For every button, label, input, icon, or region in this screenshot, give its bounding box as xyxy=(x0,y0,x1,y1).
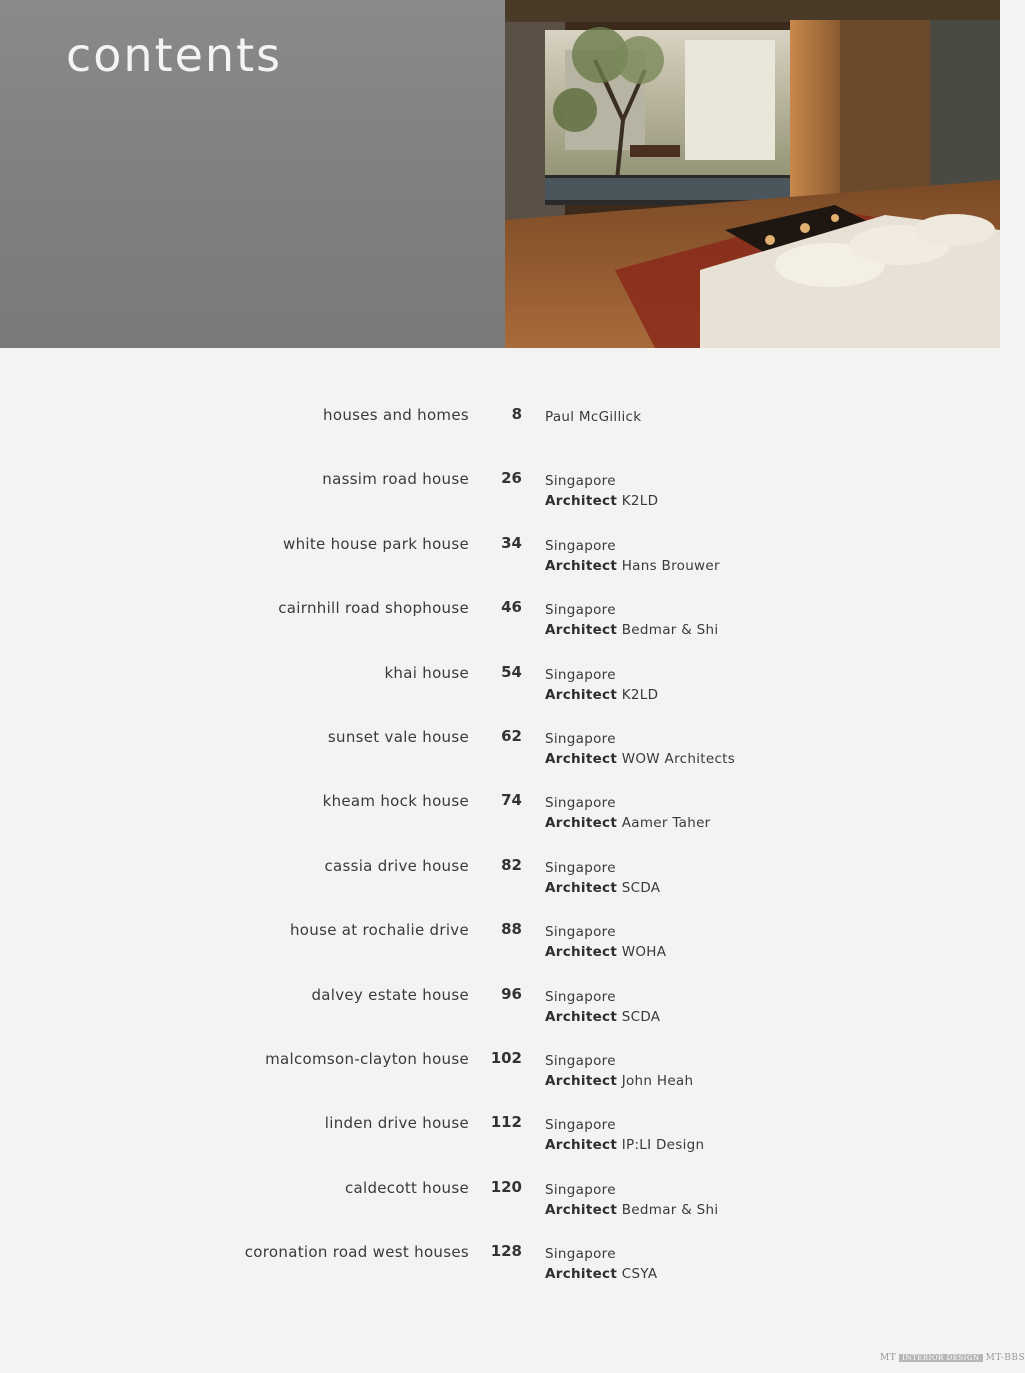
architect-label: Architect xyxy=(545,1137,618,1154)
toc-entry-details xyxy=(545,1180,718,1220)
toc-entry-details xyxy=(545,407,641,427)
toc-entry-title: houses and homes xyxy=(323,406,469,424)
toc-entry-details xyxy=(545,793,711,833)
toc-entry-title: caldecott house xyxy=(344,1178,469,1197)
architect-name: John Heah xyxy=(621,1072,694,1089)
architect-label: Architect xyxy=(545,815,618,832)
toc-entry-architect-line xyxy=(545,1071,693,1091)
watermark-left: MT xyxy=(880,1353,897,1363)
toc-entry-details xyxy=(545,987,660,1027)
toc-entry xyxy=(0,533,1000,597)
toc-entry-details xyxy=(545,471,658,511)
toc-entry-title: khai house xyxy=(384,663,469,682)
toc-entry-architect-line xyxy=(545,556,720,576)
architect-label: Architect xyxy=(545,1072,618,1089)
toc-entry-architect-line xyxy=(545,620,718,640)
toc-entry-page-number: 128 xyxy=(490,1242,522,1261)
toc-entry-architect-line xyxy=(545,1200,718,1220)
toc-entry xyxy=(0,1241,1000,1305)
architect-label: Architect xyxy=(545,1008,618,1025)
toc-entry-details xyxy=(545,1115,704,1155)
toc-entry-title: sunset vale house xyxy=(327,727,469,746)
architect-name: IP:LI Design xyxy=(621,1137,705,1154)
architect-label: Architect xyxy=(545,1201,618,1218)
toc-entry-page-number: 88 xyxy=(501,920,522,939)
toc-entry-details xyxy=(545,922,666,962)
toc-entry-location: Singapore xyxy=(545,666,616,683)
toc-entry-page-number: 54 xyxy=(501,662,522,681)
toc-entry-location: Paul McGillick xyxy=(545,409,642,425)
toc-entry-title: cassia drive house xyxy=(324,856,469,875)
toc-entry-architect-line xyxy=(545,878,660,898)
toc-entry xyxy=(0,1112,1000,1176)
toc-entry-location: Singapore xyxy=(545,1181,616,1198)
architect-label: Architect xyxy=(545,686,618,703)
architect-label: Architect xyxy=(545,493,618,510)
toc-entry-page-number: 46 xyxy=(501,598,522,617)
toc-entry-title: kheam hock house xyxy=(322,792,469,811)
architect-label: Architect xyxy=(545,557,618,574)
toc-entry-details xyxy=(545,1244,657,1284)
toc-entry xyxy=(0,919,1000,983)
architect-label: Architect xyxy=(545,750,618,767)
toc-entry-title: coronation road west houses xyxy=(244,1243,469,1262)
watermark xyxy=(880,1353,1025,1363)
architect-name: Bedmar & Shi xyxy=(621,622,719,639)
toc-entry-title: nassim road house xyxy=(322,470,469,489)
architect-name: CSYA xyxy=(621,1266,658,1283)
toc-entry-architect-line xyxy=(545,942,666,962)
toc-entry xyxy=(0,984,1000,1048)
title-panel xyxy=(0,0,505,348)
toc-entry xyxy=(0,790,1000,854)
toc-entry-page-number: 34 xyxy=(501,533,522,552)
toc-entry-location: Singapore xyxy=(545,473,616,490)
toc-entry-details xyxy=(545,536,720,576)
architect-name: Bedmar & Shi xyxy=(621,1201,719,1218)
architect-name: WOHA xyxy=(621,944,667,961)
toc-entry-location: Singapore xyxy=(545,1117,616,1134)
toc-entry xyxy=(0,597,1000,661)
architect-label: Architect xyxy=(545,622,618,639)
toc-entry-page-number: 102 xyxy=(490,1048,522,1067)
toc-entry-page-number: 112 xyxy=(490,1113,522,1132)
toc-entry-location: Singapore xyxy=(545,602,616,619)
toc-entry-location: Singapore xyxy=(545,924,616,941)
toc-entry-location: Singapore xyxy=(545,795,616,812)
architect-name: Hans Brouwer xyxy=(621,557,720,574)
toc-entry-details xyxy=(545,1051,693,1091)
architect-name: SCDA xyxy=(621,879,661,896)
toc-entry-location: Singapore xyxy=(545,988,616,1005)
toc-entry-details xyxy=(545,858,660,898)
architect-name: WOW Architects xyxy=(621,750,736,767)
header xyxy=(0,0,1000,348)
interior-photo xyxy=(505,0,1000,348)
architect-label: Architect xyxy=(545,944,618,961)
architect-name: Aamer Taher xyxy=(621,815,711,832)
toc-entry-page-number: 82 xyxy=(501,855,522,874)
architect-name: SCDA xyxy=(621,1008,661,1025)
toc-entry-title: cairnhill road shophouse xyxy=(278,599,469,618)
page-title: contents xyxy=(66,28,283,82)
toc-entry-location: Singapore xyxy=(545,1246,616,1263)
toc-entry-page-number: 74 xyxy=(501,791,522,810)
toc-entry-location: Singapore xyxy=(545,537,616,554)
toc-entry-title: dalvey estate house xyxy=(311,985,469,1004)
toc-entry-page-number: 26 xyxy=(501,469,522,488)
toc-entry-details xyxy=(545,729,735,769)
toc-entry-page-number: 8 xyxy=(511,405,522,423)
toc-entry-page-number: 96 xyxy=(501,984,522,1003)
toc-entry-details xyxy=(545,600,718,640)
toc-entry-architect-line xyxy=(545,749,735,769)
toc-entry xyxy=(0,1048,1000,1112)
toc-entry-title: malcomson-clayton house xyxy=(265,1049,469,1068)
toc-entry xyxy=(0,726,1000,790)
toc-entry-location: Singapore xyxy=(545,859,616,876)
toc-entry xyxy=(0,1177,1000,1241)
toc-entry-title: linden drive house xyxy=(324,1114,469,1133)
toc-entry-details xyxy=(545,665,658,705)
toc-entry xyxy=(0,855,1000,919)
toc-entry-architect-line xyxy=(545,813,711,833)
architect-name: K2LD xyxy=(621,493,659,510)
toc-entry xyxy=(0,468,1000,532)
toc-entry-location: Singapore xyxy=(545,1052,616,1069)
watermark-right: MT-BBS xyxy=(985,1353,1025,1363)
watermark-badge: INTERIOR DESIGN xyxy=(899,1354,982,1362)
toc-entry-page-number: 62 xyxy=(501,726,522,745)
toc-entry xyxy=(0,404,1000,468)
architect-label: Architect xyxy=(545,1266,618,1283)
toc-entry-architect-line xyxy=(545,1135,704,1155)
toc-entry-architect-line xyxy=(545,685,658,705)
architect-label: Architect xyxy=(545,879,618,896)
toc-entry-title: house at rochalie drive xyxy=(290,921,469,940)
toc-entry-location: Singapore xyxy=(545,730,616,747)
toc-entry-title: white house park house xyxy=(283,534,469,553)
toc-entry-architect-line xyxy=(545,1007,660,1027)
architect-name: K2LD xyxy=(621,686,659,703)
toc-entry-architect-line xyxy=(545,491,658,511)
toc-entry-architect-line xyxy=(545,1264,657,1284)
toc-entry xyxy=(0,662,1000,726)
toc-entry-page-number: 120 xyxy=(490,1177,522,1196)
table-of-contents xyxy=(0,404,1000,1305)
